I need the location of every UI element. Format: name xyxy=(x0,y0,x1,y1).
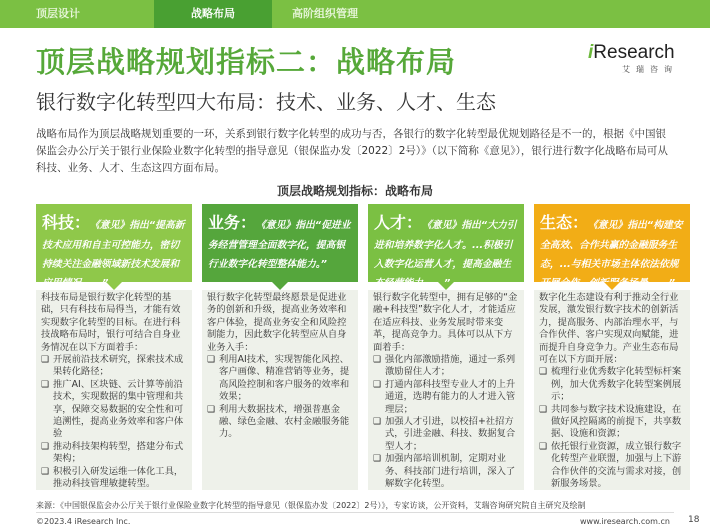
card-body-intro: 科技布局是银行数字化转型的基础，只有科技布局得当，才能有效实现数字化转型的目标。在进行科技战略布局时，银行可结合自身业务情况在以下方面着手： xyxy=(41,292,181,353)
card-keyword: 业务： xyxy=(208,213,257,232)
list-item: ❑ 推广AI、区块链、云计算等前沿技术，实现数据的集中管理和共享，保障交易数据的安全性和可追溯性，提高业务效率和客户体验 xyxy=(41,378,184,440)
card-body-business xyxy=(202,290,358,490)
card-keyword: 人才： xyxy=(374,213,423,232)
copyright: ©2023.4 iResearch Inc. xyxy=(36,517,131,526)
card-quote: 《意见》指出“促进业务经营管理全面数字化，提高银行业数字化转型整体能力。” xyxy=(208,220,351,270)
tab-advanced-org-management[interactable]: 高阶组织管理 xyxy=(292,7,358,20)
tab-top-level-design[interactable]: 顶层设计 xyxy=(36,7,80,20)
card-keyword: 生态： xyxy=(540,213,589,232)
tab-strategic-layout[interactable]: 战略布局 xyxy=(154,0,272,28)
card-quote: 《意见》指出“构建安全高效、合作共赢的金融服务生态，...与相关市场主体依法依规开展合作，创新服务场景，...” xyxy=(540,220,683,289)
intro-paragraph: 战略布局作为顶层战略规划重要的一环，关系到银行数字化转型的成功与否，各银行的数字化转型最优规划路径是不一的，根据《中国银保监会办公厅关于银行业保险业数字化转型的指导意见（银保监办发〔2022〕2号）》（以下简称《意见》），银行进行数字化战略布局可从科技、业务、人才、生态这四方面布局。 xyxy=(36,128,668,174)
card-pointer xyxy=(106,282,122,290)
list-item: ❑ 推动科技架构转型，搭建分布式架构； xyxy=(41,440,184,465)
card-body-ecosystem xyxy=(534,290,690,490)
card-bullet-list xyxy=(539,366,685,490)
card-header-technology xyxy=(36,204,192,289)
list-item: ❑ 利用大数据技术，增强普惠金融、绿色金融、农村金融服务能力。 xyxy=(207,403,350,440)
card-header-ecosystem xyxy=(534,204,690,289)
list-item: ❑ 梳理行业优秀数字化转型标杆案例，加大优秀数字化转型案例展示； xyxy=(539,366,682,403)
list-item: ❑ 利用AI技术，实现智能化风控、客户画像、精准营销等业务，提高风险控制和客户服务的效率和效果； xyxy=(207,354,350,403)
list-item: ❑ 强化内部激励措施，通过一系列激励留住人才； xyxy=(373,354,516,378)
card-bullet-list xyxy=(373,354,519,490)
card-pointer xyxy=(438,282,454,290)
section-title: 顶层战略规划指标：战略布局 xyxy=(276,184,433,198)
website-link[interactable]: www.iresearch.com.cn xyxy=(580,517,670,526)
card-quote: 《意见》指出“提高新技术应用和自主可控能力，密切持续关注金融领域新技术发展和应用情况，...” xyxy=(42,220,185,289)
list-item: ❑ 开展前沿技术研究，探索技术成果转化路径； xyxy=(41,354,184,378)
card-body-intro: 银行数字化转型中，拥有足够的“金融+科技型”数字化人才，才能适应在适应科技、业务发展时带来变革，提高竞争力。具体可以从下方面着手： xyxy=(373,292,518,353)
source-note: 来源：《中国银保监会办公厅关于银行业保险业数字化转型的指导意见（银保监办发〔2022〕2号）》，专家访谈，公开资料，艾瑞咨询研究院自主研究及绘制 xyxy=(36,501,586,510)
card-body-talent xyxy=(368,290,524,490)
list-item: ❑ 加强人才引进，以校招+社招方式，引进金融、科技、数据复合型人才； xyxy=(373,416,516,452)
list-item: ❑ 共同参与数字技术设施建设，在做好风控隔离的前提下，共享数据、设施和资源； xyxy=(539,403,682,440)
card-body-intro: 数字化生态建设有利于推动全行业发展，激发银行数字技术的创新活力，提高服务、内部治理水平，与合作伙伴、客户实现双向赋能，进而提升自身竞争力。产业生态布局可在以下方面开展： xyxy=(539,292,679,366)
footer-divider xyxy=(36,512,674,513)
card-keyword: 科技： xyxy=(42,213,91,232)
card-pointer xyxy=(272,282,288,290)
iresearch-logo: iResearch 艾瑞咨询 xyxy=(588,42,678,74)
card-body-intro: 银行数字化转型最终愿景是促进业务的创新和升级，提高业务效率和客户体验，提高业务安全和风险控制能力，因此数字化转型应从自身业务入手： xyxy=(207,292,347,353)
card-header-business xyxy=(202,204,358,282)
card-header-talent xyxy=(368,204,524,289)
card-bullet-list xyxy=(41,354,187,490)
list-item: ❑ 依托银行业资源，成立银行数字化转型产业联盟，加强与上下游合作伙伴的交流与需求对接，创新服务场景。 xyxy=(539,440,682,490)
card-pointer xyxy=(604,282,620,290)
card-quote: 《意见》指出“大力引进和培养数字化人才。...积极引入数字化运营人才，提高金融生态经营能力，...” xyxy=(374,220,517,289)
list-item: ❑ 积极引入研发运维一体化工具，推动科技管理敏捷转型。 xyxy=(41,465,184,490)
page-subtitle: 银行数字化转型四大布局：技术、业务、人才、生态 xyxy=(36,90,496,114)
card-bullet-list xyxy=(207,354,353,441)
list-item: ❑ 打通内部科技型专业人才的上升通道，选聘有能力的人才进入管理层； xyxy=(373,378,516,415)
page-number: 18 xyxy=(688,515,700,525)
page-title: 顶层战略规划指标二：战略布局 xyxy=(36,45,457,79)
card-body-technology xyxy=(36,290,192,490)
list-item: ❑ 加强内部培训机制，定期对业务、科技部门进行培训，深入了解数字化转型。 xyxy=(373,453,516,490)
